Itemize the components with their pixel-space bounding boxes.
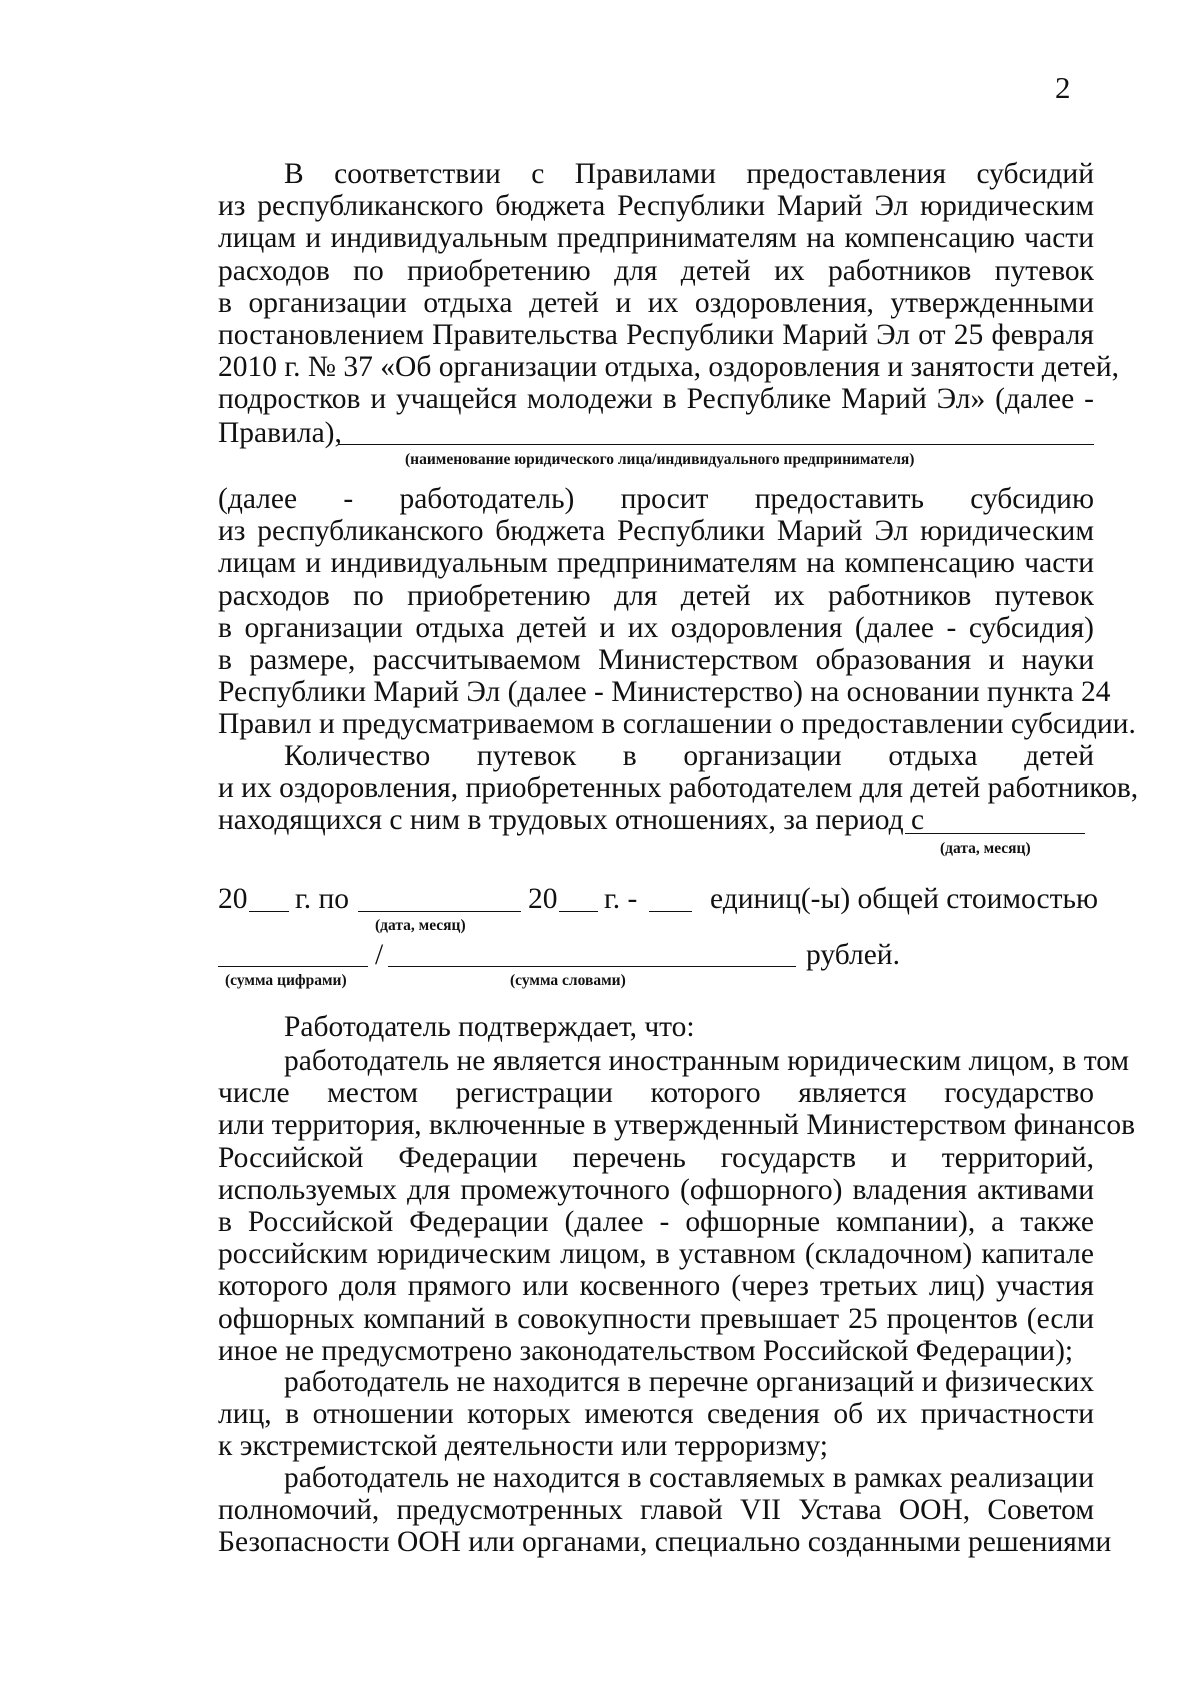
text-line: В соответствии с Правилами предоставления субсидий (284, 158, 1094, 190)
text-line: Российской Федерации перечень государств и территорий, (218, 1141, 1094, 1174)
rules-label: Правила), (218, 417, 342, 449)
text-line: работодатель не находится в перечне организаций и физических (284, 1366, 1094, 1398)
text-line: офшорных компаний в совокупности превышает 25 процентов (если (218, 1302, 1094, 1335)
paragraph-intro (218, 158, 1120, 416)
employer-name-field[interactable] (338, 444, 1094, 445)
year-prefix-1: 20 (218, 883, 248, 915)
paragraph-confirm-un (218, 1462, 1112, 1559)
text-line: находящихся с ним в трудовых отношениях, за период с (218, 804, 925, 837)
rubles-label: рублей. (806, 939, 900, 971)
confirm-heading: Работодатель подтверждает, что: (284, 1011, 695, 1043)
text-line: Республики Марий Эл (далее - Министерство) на основании пункта 24 (218, 676, 1111, 709)
text-line: в организации отдыха детей и их оздоровления (далее - субсидия) (218, 611, 1094, 644)
paragraph-confirm-offshore (218, 1045, 1136, 1367)
paragraph-confirm-extremism (218, 1366, 1094, 1463)
text-line: которого доля прямого или косвенного (через третьих лиц) участия (218, 1270, 1094, 1303)
text-line: в размере, рассчитываемом Министерством образования и науки (218, 644, 1094, 677)
text-line: в организации отдыха детей и их оздоровления, утвержденными (218, 286, 1094, 319)
text-line: постановлением Правительства Республики Марий Эл от 25 февраля (218, 319, 1094, 352)
sum-slash: / (375, 939, 384, 971)
period-start-field[interactable] (905, 833, 1085, 834)
period-end-field[interactable] (358, 911, 521, 912)
page-number: 2 (1055, 70, 1071, 105)
year-prefix-2: 20 (528, 883, 558, 915)
year-suffix-2: г. - (604, 883, 638, 915)
text-line: полномочий, предусмотренных главой VII Устава ООН, Советом (218, 1494, 1094, 1527)
text-line: Количество путевок в организации отдыха детей (284, 740, 1094, 772)
paragraph-quantity (218, 740, 1139, 837)
text-line: 2010 г. № 37 «Об организации отдыха, оздоровления и занятости детей, (218, 351, 1120, 384)
text-line: лицам и индивидуальным предпринимателям на компенсацию части (218, 547, 1094, 580)
caption-date-start: (дата, месяц) (940, 840, 1031, 857)
text-line: или территория, включенные в утвержденный Министерством финансов (218, 1109, 1136, 1142)
text-line: подростков и учащейся молодежи в Республике Марий Эл» (далее - (218, 383, 1094, 416)
text-line: из республиканского бюджета Республики Марий Эл юридическим (218, 190, 1094, 223)
paragraph-request (218, 483, 1136, 741)
text-line: (далее - работодатель) просит предоставить субсидию (218, 483, 1094, 515)
year-suffix-1: г. по (295, 883, 350, 915)
text-line: российским юридическим лицом, в уставном (складочном) капитале (218, 1238, 1094, 1271)
units-count-field[interactable] (649, 911, 692, 912)
year-field-2[interactable] (559, 911, 598, 912)
text-line: к экстремистской деятельности или терроризму; (218, 1430, 828, 1463)
caption-sum-words: (сумма словами) (510, 972, 626, 989)
caption-date-end: (дата, месяц) (375, 917, 466, 934)
text-line: и их оздоровления, приобретенных работодателем для детей работников, (218, 772, 1139, 805)
text-line: расходов по приобретению для детей их работников путевок (218, 254, 1094, 287)
caption-sum-digits: (сумма цифрами) (225, 972, 347, 989)
text-line: расходов по приобретению для детей их работников путевок (218, 579, 1094, 612)
text-line: используемых для промежуточного (офшорного) владения активами (218, 1173, 1094, 1206)
text-line: лиц, в отношении которых имеются сведения об их причастности (218, 1398, 1094, 1431)
text-line: иное не предусмотрено законодательством Российской Федерации); (218, 1334, 1074, 1367)
text-line: Правил и предусматриваемом в соглашении о предоставлении субсидии. (218, 708, 1136, 741)
sum-words-field[interactable] (388, 966, 796, 967)
text-line: числе местом регистрации которого является государство (218, 1077, 1094, 1110)
caption-employer-name: (наименование юридического лица/индивидуального предпринимателя) (405, 451, 915, 468)
text-line: работодатель не находится в составляемых в рамках реализации (284, 1462, 1094, 1494)
text-line: из республиканского бюджета Республики Марий Эл юридическим (218, 515, 1094, 548)
sum-digits-field[interactable] (218, 966, 368, 967)
text-line: лицам и индивидуальным предпринимателям на компенсацию части (218, 222, 1094, 255)
text-line: Безопасности ООН или органами, специально созданными решениями (218, 1526, 1112, 1559)
year-field-1[interactable] (249, 911, 289, 912)
text-line: работодатель не является иностранным юридическим лицом, в том (284, 1045, 1130, 1077)
text-line: в Российской Федерации (далее - офшорные компании), а также (218, 1206, 1094, 1239)
units-text: единиц(-ы) общей стоимостью (710, 883, 1099, 915)
